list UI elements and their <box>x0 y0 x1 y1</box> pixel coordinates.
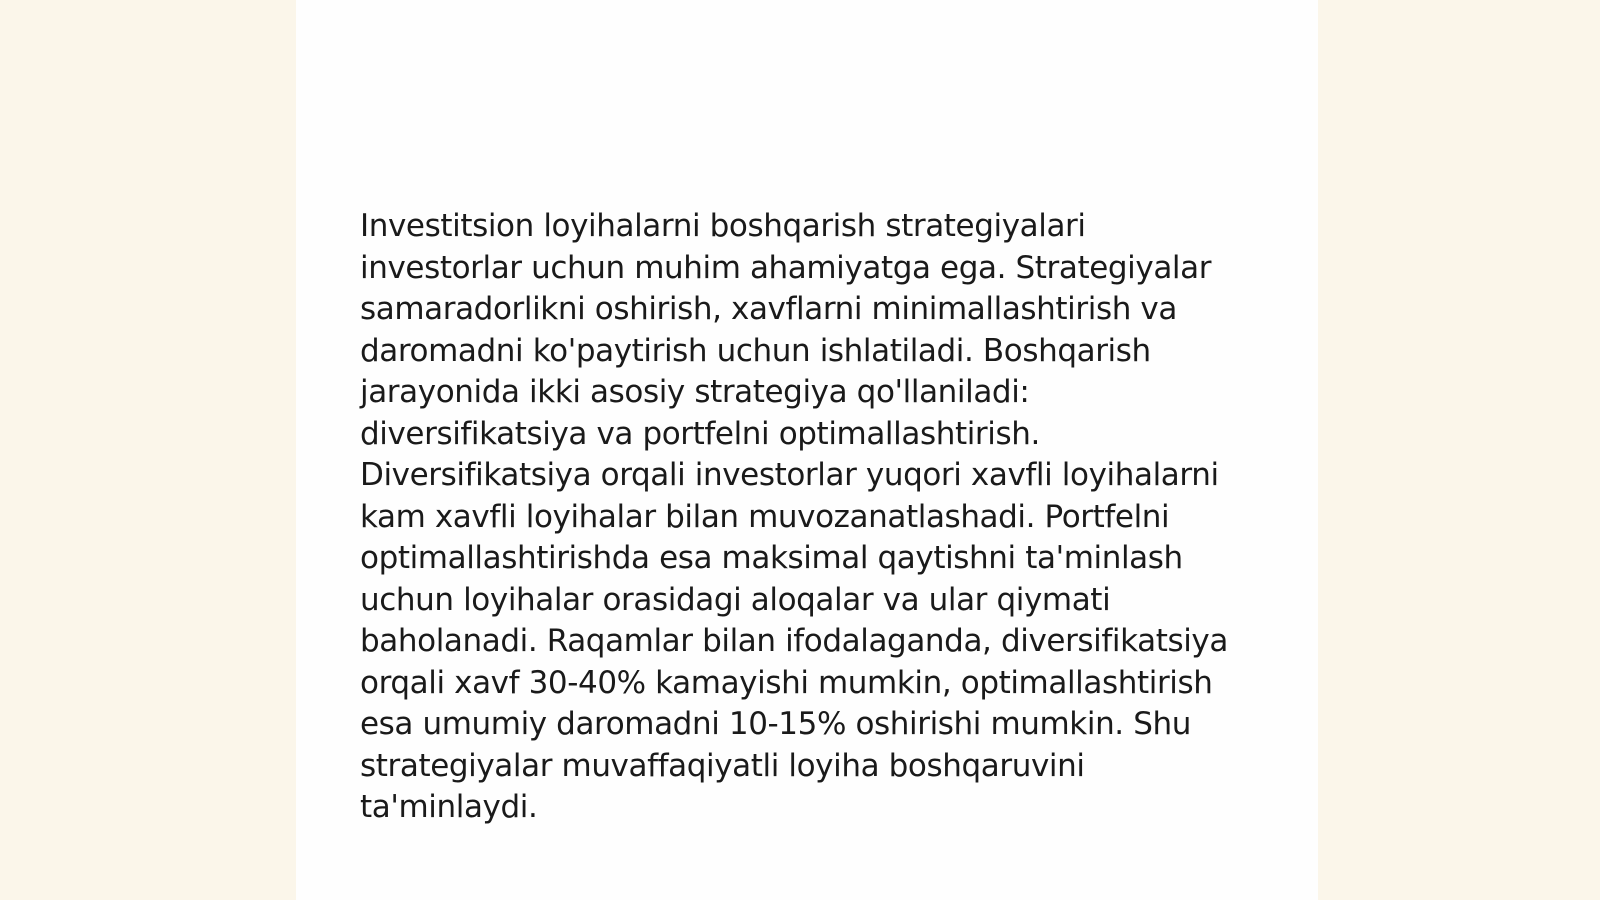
document-page <box>296 0 1318 900</box>
body-paragraph: Investitsion loyihalarni boshqarish strategiyalari investorlar uchun muhim ahamiyatga ega. Strategiyalar samaradorlikni oshirish, xavflarni minimallashtirish va daromadni ko'paytirish uchun ishlatiladi. Boshqarish jarayonida ikki asosiy strategiya qo'llaniladi: diversifikatsiya va portfelni optimallashtirish. Diversifikatsiya orqali investorlar yuqori xavfli loyihalarni kam xavfli loyihalar bilan muvozanatlashadi. Portfelni optimallashtirishda esa maksimal qaytishni ta'minlash uchun loyihalar orasidagi aloqalar va ular qiymati baholanadi. Raqamlar bilan ifodalaganda, diversifikatsiya orqali xavf 30-40% kamayishi mumkin, optimallashtirish esa umumiy daromadni 10-15% oshirishi mumkin. Shu strategiyalar muvaffaqiyatli loyiha boshqaruvini ta'minlaydi. <box>360 208 1228 825</box>
